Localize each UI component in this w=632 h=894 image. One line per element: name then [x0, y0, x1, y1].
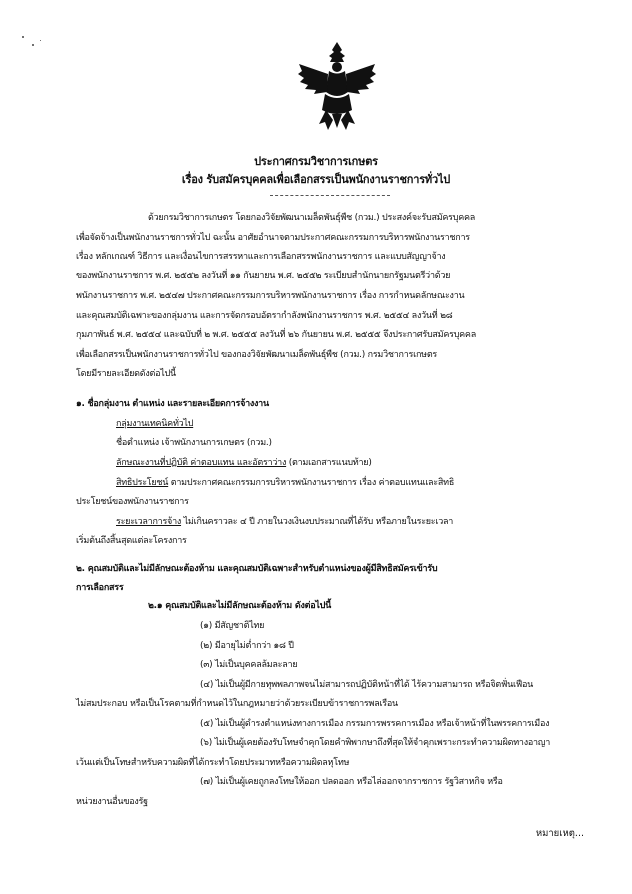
qualification-item: (๓) ไม่เป็นบุคคลล้มละลาย: [200, 660, 298, 670]
period-cont: เริ่มต้นถึงสิ้นสุดแต่ละโครงการ: [76, 536, 187, 546]
intro-line: เพื่อเลือกสรรเป็นพนักงานราชการทั่วไป ของกองวิจัยพัฒนาเมล็ดพันธุ์พืช (กวม.) กรมวิชาการเกษตร: [76, 350, 438, 360]
scan-speck: [40, 40, 41, 41]
benefit-cont: ประโยชน์ของพนักงานราชการ: [76, 497, 189, 507]
qualification-item-cont: ไม่สมประกอบ หรือเป็นโรคตามที่กำหนดไว้ในกฎหมายว่าด้วยระเบียบข้าราชการพลเรือน: [76, 699, 398, 709]
title-divider: [270, 195, 390, 196]
scan-speck: [32, 44, 34, 46]
intro-line: พนักงานราชการ พ.ศ. ๒๕๔๗ ประกาศคณะกรรมการบริหารพนักงานราชการ เรื่อง การกำหนดลักษณะงาน: [76, 291, 465, 301]
qualification-item: (๑) มีสัญชาติไทย: [200, 621, 265, 631]
document-org-title: ประกาศกรมวิชาการเกษตร: [254, 155, 378, 168]
benefit-text: ตามประกาศคณะกรรมการบริหารพนักงานราชการ เรื่อง ค่าตอบแทนและสิทธิ: [168, 478, 455, 488]
qualification-item: (๒) มีอายุไม่ต่ำกว่า ๑๘ ปี: [200, 641, 294, 651]
benefit-label: สิทธิประโยชน์: [116, 478, 169, 488]
qualification-item: (๕) ไม่เป็นผู้ดำรงตำแหน่งทางการเมือง กรรมการพรรคการเมือง หรือเจ้าหน้าที่ในพรรคการเมือง: [200, 719, 550, 729]
intro-line: เรื่อง หลักเกณฑ์ วิธีการ และเงื่อนไขการสรรหาและการเลือกสรรพนักงานราชการ และแบบสัญญาจ้าง: [76, 252, 446, 262]
benefit-line: [116, 477, 454, 489]
qualification-item: (๗) ไม่เป็นผู้เคยถูกลงโทษให้ออก ปลดออก หรือไล่ออกจากราชการ รัฐวิสาหกิจ หรือ: [200, 777, 503, 787]
continuation-note: หมายเหตุ...: [535, 828, 584, 839]
section-2-heading-cont: การเลือกสรร: [76, 583, 124, 593]
duty-note: (ตามเอกสารแนบท้าย): [286, 458, 372, 468]
period-label: ระยะเวลาการจ้าง: [116, 517, 182, 527]
period-text: ไม่เกินคราวละ ๔ ปี ภายในวงเงินงบประมาณที่ได้รับ หรือภายในระยะเวลา: [181, 517, 454, 527]
intro-line: โดยมีรายละเอียดดังต่อไปนี้: [76, 369, 176, 379]
qualification-item: (๖) ไม่เป็นผู้เคยต้องรับโทษจำคุกโดยคำพิพากษาถึงที่สุดให้จำคุกเพราะกระทำความผิดทางอาญา: [200, 738, 551, 748]
duty-line: [116, 457, 372, 469]
intro-line: กุมภาพันธ์ พ.ศ. ๒๕๕๔ และฉบับที่ ๒ พ.ศ. ๒๕๕๕ ลงวันที่ ๒๖ กันยายน พ.ศ. ๒๕๕๕ จึงประกาศรับสมัครบุคคล: [76, 330, 476, 340]
section-2-1-heading: ๒.๑ คุณสมบัติและไม่มีลักษณะต้องห้าม ดังต่อไปนี้: [148, 601, 332, 611]
scan-speck: [22, 36, 24, 38]
qualification-item-cont: เว้นแต่เป็นโทษสำหรับความผิดที่ได้กระทำโดยประมาทหรือความผิดลหุโทษ: [76, 758, 350, 768]
period-line: [116, 516, 453, 528]
section-1-heading: ๑. ชื่อกลุ่มงาน ตำแหน่ง และรายละเอียดการจ้างงาน: [76, 399, 269, 409]
qualification-item-cont: หน่วยงานอื่นของรัฐ: [76, 797, 148, 807]
intro-line: และคุณสมบัติเฉพาะของกลุ่มงาน และการจัดกรอบอัตรากำลังพนักงานราชการ พ.ศ. ๒๕๕๔ ลงวันที่ ๒๘: [76, 311, 453, 321]
section-2-heading: ๒. คุณสมบัติและไม่มีลักษณะต้องห้าม และคุณสมบัติเฉพาะสำหรับตำแหน่งของผู้มีสิทธิสมัครเข้ารับ: [76, 564, 438, 574]
duty-label: ลักษณะงานที่ปฏิบัติ ค่าตอบแทน และอัตราว่าง: [116, 458, 287, 468]
qualification-item: (๔) ไม่เป็นผู้มีกายทุพพลภาพจนไม่สามารถปฏิบัติหน้าที่ได้ ไร้ความสามารถ หรือจิตฟั่นเฟือน: [200, 680, 534, 690]
job-group: กลุ่มงานเทคนิคทั่วไป: [116, 419, 194, 429]
intro-line: ด้วยกรมวิชาการเกษตร โดยกองวิจัยพัฒนาเมล็ดพันธุ์พืช (กวม.) ประสงค์จะรับสมัครบุคคล: [148, 213, 476, 223]
document-subject: เรื่อง รับสมัครบุคคลเพื่อเลือกสรรเป็นพนักงานราชการทั่วไป: [181, 173, 451, 186]
garuda-emblem-icon: [296, 40, 378, 132]
position-name: ชื่อตำแหน่ง เจ้าพนักงานการเกษตร (กวม.): [116, 438, 272, 448]
intro-line: ของพนักงานราชการ พ.ศ. ๒๕๕๒ ลงวันที่ ๑๑ กันยายน พ.ศ. ๒๕๕๒ ระเบียบสำนักนายกรัฐมนตรีว่าด้วย: [76, 271, 451, 281]
intro-line: เพื่อจัดจ้างเป็นพนักงานราชการทั่วไป ฉะนั้น อาศัยอำนาจตามประกาศคณะกรรมการบริหารพนักงานราชการ: [76, 233, 470, 243]
